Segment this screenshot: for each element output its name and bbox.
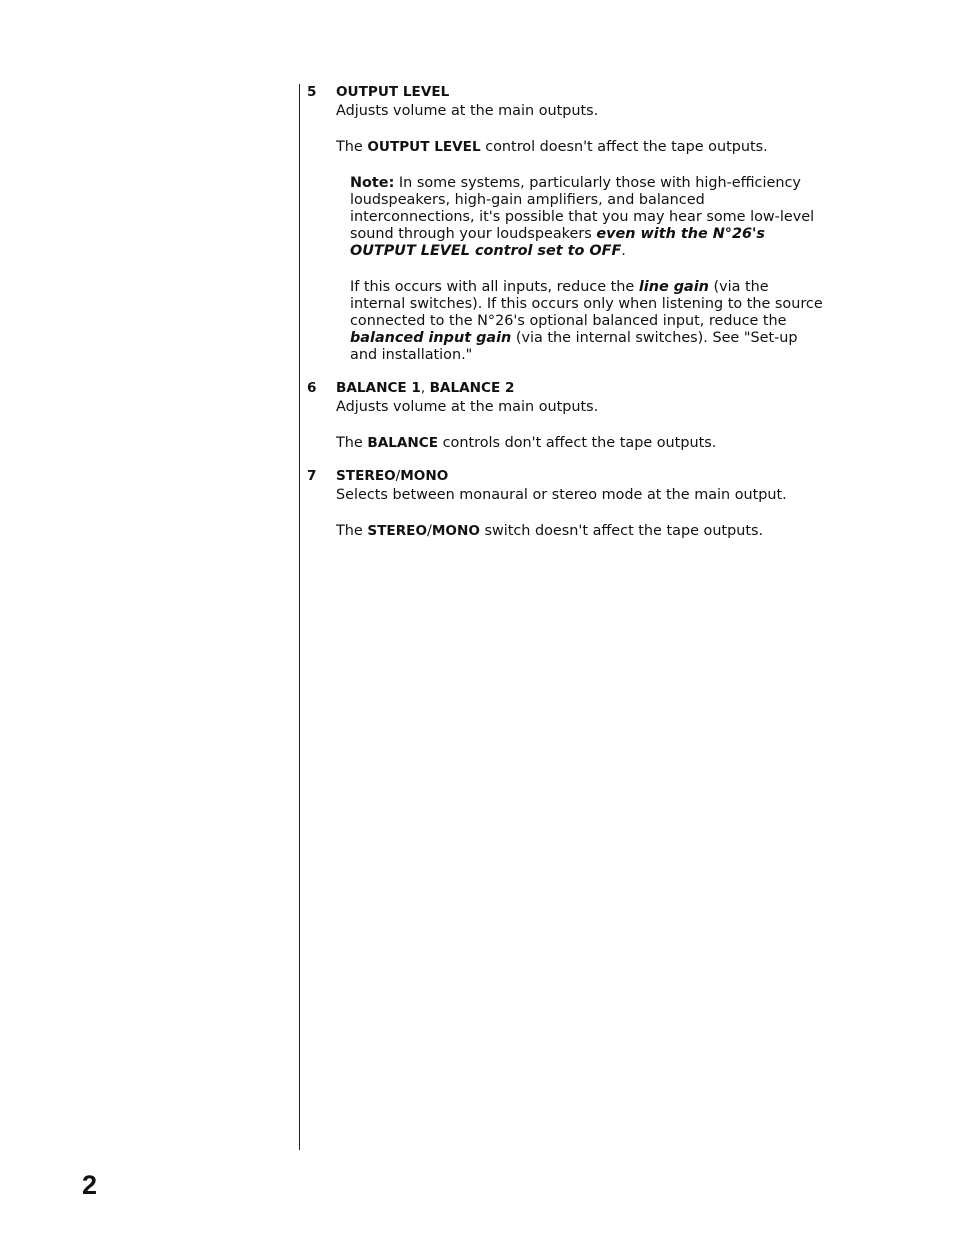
item-balance <box>307 380 827 452</box>
manual-content <box>307 84 827 556</box>
item-body <box>336 468 827 540</box>
item-paragraph: The BALANCE controls don't affect the tape outputs. <box>336 435 717 451</box>
item-number: 5 <box>307 84 317 100</box>
item-body <box>336 84 827 364</box>
margin-rule <box>299 84 300 1150</box>
item-title: BALANCE 1, BALANCE 2 <box>336 380 515 396</box>
item-paragraph: The STEREO/MONO switch doesn't affect the tape outputs. <box>336 523 764 539</box>
item-description: Selects between monaural or stereo mode at the main output. <box>336 487 787 503</box>
item-paragraph: The OUTPUT LEVEL control doesn't affect the tape outputs. <box>336 139 768 155</box>
item-number: 6 <box>307 380 317 396</box>
item-title: STEREO/MONO <box>336 468 449 484</box>
item-stereo-mono <box>307 468 827 540</box>
item-description: Adjusts volume at the main outputs. <box>336 103 599 119</box>
note-emphasis: even with the N°26's OUTPUT LEVEL control set to OFF <box>350 226 765 259</box>
item-description: Adjusts volume at the main outputs. <box>336 399 599 415</box>
note-label: Note: <box>350 175 395 191</box>
item-number: 7 <box>307 468 317 484</box>
line-gain-emphasis: line gain <box>638 279 709 295</box>
note-paragraph: Note: In some systems, particularly those with high-efficiency loudspeakers, high-gain amplifiers, and balanced interconnections, it's possible that you may hear some low-level sound through your loudspeakers even with the N°26's OUTPUT LEVEL control set to OFF. <box>350 175 815 259</box>
item-body <box>336 380 827 452</box>
page-number: 2 <box>82 1170 98 1200</box>
item-output-level <box>307 84 827 364</box>
balanced-gain-emphasis: balanced input gain <box>350 330 512 346</box>
item-title: OUTPUT LEVEL <box>336 84 450 100</box>
note-paragraph-2: If this occurs with all inputs, reduce the line gain (via the internal switches). If this occurs only when listening to the source connected to the N°26's optional balanced input, reduce the balanced input gain (via the internal switches). See "Set-up and installation." <box>350 279 823 363</box>
